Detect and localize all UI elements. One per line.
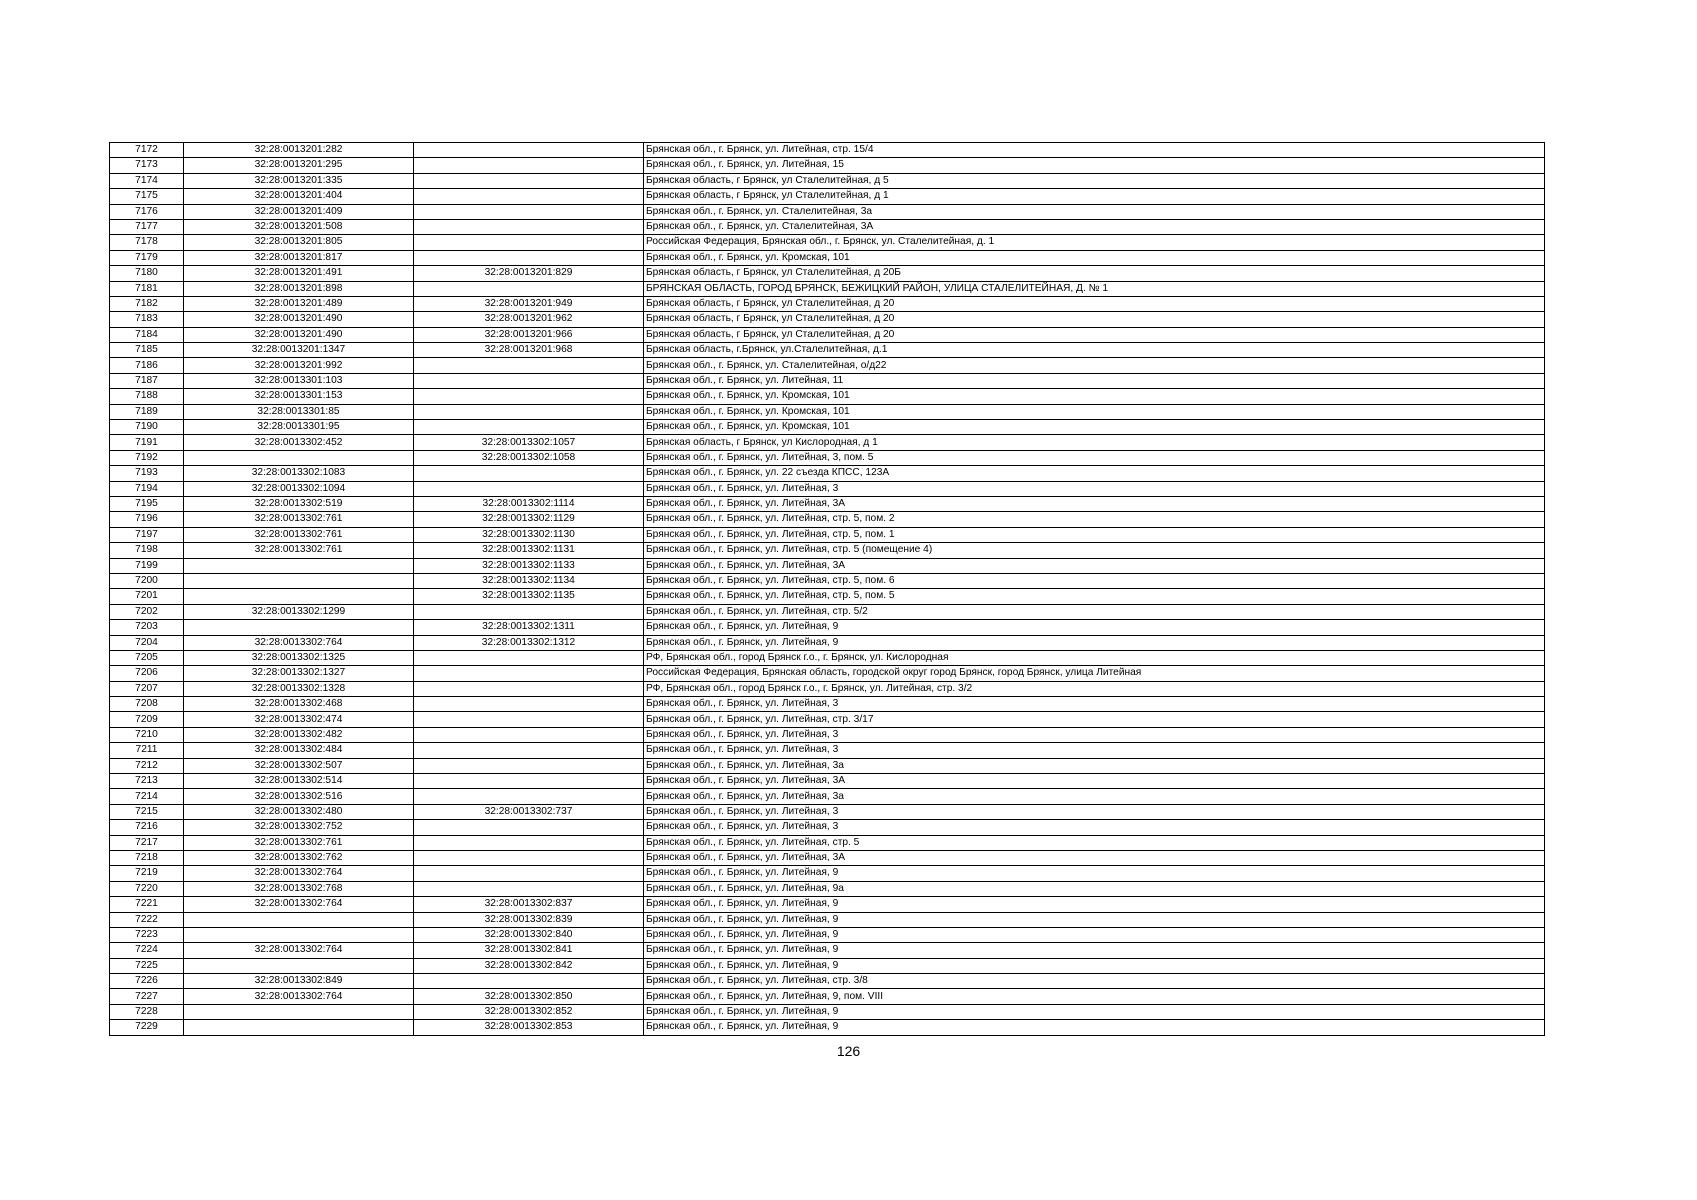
row-number-cell: 7209 <box>110 712 184 727</box>
address-cell: Брянская обл., г. Брянск, ул. Литейная, стр. 3/17 <box>644 712 1545 727</box>
object-cadastral-number-cell <box>414 789 644 804</box>
object-cadastral-number-cell <box>414 743 644 758</box>
object-cadastral-number-cell <box>414 758 644 773</box>
object-cadastral-number-cell <box>414 974 644 989</box>
object-cadastral-number-cell <box>414 250 644 265</box>
row-number-cell: 7189 <box>110 404 184 419</box>
table-row <box>110 774 1545 789</box>
table-row <box>110 635 1545 650</box>
cadastral-number-cell <box>184 1020 414 1035</box>
object-cadastral-number-cell: 32:28:0013302:850 <box>414 989 644 1004</box>
cadastral-number-cell: 32:28:0013302:1327 <box>184 666 414 681</box>
row-number-cell: 7225 <box>110 958 184 973</box>
cadastral-number-cell: 32:28:0013302:507 <box>184 758 414 773</box>
table-row <box>110 527 1545 542</box>
table-row <box>110 989 1545 1004</box>
address-cell: Брянская обл., г. Брянск, ул. Литейная, стр. 5, пом. 6 <box>644 573 1545 588</box>
table-row <box>110 850 1545 865</box>
object-cadastral-number-cell: 32:28:0013302:1311 <box>414 620 644 635</box>
address-cell: Брянская обл., г. Брянск, ул. Кромская, 101 <box>644 250 1545 265</box>
row-number-cell: 7227 <box>110 989 184 1004</box>
object-cadastral-number-cell <box>414 189 644 204</box>
row-number-cell: 7220 <box>110 881 184 896</box>
object-cadastral-number-cell <box>414 835 644 850</box>
row-number-cell: 7200 <box>110 573 184 588</box>
row-number-cell: 7212 <box>110 758 184 773</box>
object-cadastral-number-cell <box>414 666 644 681</box>
cadastral-number-cell: 32:28:0013302:764 <box>184 897 414 912</box>
table-row <box>110 820 1545 835</box>
object-cadastral-number-cell <box>414 235 644 250</box>
object-cadastral-number-cell: 32:28:0013302:1058 <box>414 450 644 465</box>
row-number-cell: 7207 <box>110 681 184 696</box>
table-row <box>110 558 1545 573</box>
row-number-cell: 7210 <box>110 727 184 742</box>
cadastral-number-cell: 32:28:0013302:482 <box>184 727 414 742</box>
object-cadastral-number-cell <box>414 604 644 619</box>
cadastral-number-cell: 32:28:0013302:761 <box>184 543 414 558</box>
cadastral-number-cell <box>184 912 414 927</box>
cadastral-number-cell <box>184 1004 414 1019</box>
address-cell: Брянская обл., г. Брянск, ул. Литейная, 9 <box>644 866 1545 881</box>
object-cadastral-number-cell <box>414 481 644 496</box>
address-cell: Брянская обл., г. Брянск, ул. Литейная, 11 <box>644 373 1545 388</box>
object-cadastral-number-cell: 32:28:0013302:837 <box>414 897 644 912</box>
row-number-cell: 7186 <box>110 358 184 373</box>
object-cadastral-number-cell: 32:28:0013302:1134 <box>414 573 644 588</box>
row-number-cell: 7222 <box>110 912 184 927</box>
object-cadastral-number-cell: 32:28:0013302:839 <box>414 912 644 927</box>
table-row <box>110 235 1545 250</box>
table-row <box>110 897 1545 912</box>
address-cell: Брянская обл., г. Брянск, ул. 22 съезда КПСС, 123А <box>644 466 1545 481</box>
table-row <box>110 974 1545 989</box>
table-row <box>110 296 1545 311</box>
table-row <box>110 866 1545 881</box>
address-cell: Брянская область, г.Брянск, ул.Сталелитейная, д.1 <box>644 343 1545 358</box>
table-row <box>110 1004 1545 1019</box>
address-cell: Брянская обл., г. Брянск, ул. Литейная, 3 <box>644 743 1545 758</box>
object-cadastral-number-cell: 32:28:0013201:829 <box>414 266 644 281</box>
row-number-cell: 7204 <box>110 635 184 650</box>
object-cadastral-number-cell: 32:28:0013302:1130 <box>414 527 644 542</box>
table-row <box>110 712 1545 727</box>
cadastral-number-cell: 32:28:0013301:95 <box>184 420 414 435</box>
row-number-cell: 7214 <box>110 789 184 804</box>
cadastral-number-cell: 32:28:0013302:1325 <box>184 650 414 665</box>
row-number-cell: 7173 <box>110 158 184 173</box>
table-row <box>110 496 1545 511</box>
table-row <box>110 958 1545 973</box>
table-row <box>110 512 1545 527</box>
address-cell: Брянская область, г Брянск, ул Сталелитейная, д 20 <box>644 312 1545 327</box>
object-cadastral-number-cell: 32:28:0013201:962 <box>414 312 644 327</box>
cadastral-number-cell: 32:28:0013302:764 <box>184 866 414 881</box>
address-cell: Брянская обл., г. Брянск, ул. Литейная, 3а <box>644 758 1545 773</box>
row-number-cell: 7202 <box>110 604 184 619</box>
object-cadastral-number-cell <box>414 866 644 881</box>
table-row <box>110 604 1545 619</box>
cadastral-number-cell: 32:28:0013302:452 <box>184 435 414 450</box>
address-cell: Брянская область, г Брянск, ул Сталелитейная, д 20 <box>644 296 1545 311</box>
row-number-cell: 7215 <box>110 804 184 819</box>
object-cadastral-number-cell <box>414 697 644 712</box>
table-row <box>110 389 1545 404</box>
row-number-cell: 7226 <box>110 974 184 989</box>
row-number-cell: 7187 <box>110 373 184 388</box>
row-number-cell: 7217 <box>110 835 184 850</box>
object-cadastral-number-cell: 32:28:0013201:966 <box>414 327 644 342</box>
address-cell: Брянская обл., г. Брянск, ул. Сталелитейная, 3А <box>644 219 1545 234</box>
row-number-cell: 7185 <box>110 343 184 358</box>
table-row <box>110 943 1545 958</box>
object-cadastral-number-cell <box>414 358 644 373</box>
cadastral-number-cell: 32:28:0013201:508 <box>184 219 414 234</box>
row-number-cell: 7182 <box>110 296 184 311</box>
object-cadastral-number-cell <box>414 204 644 219</box>
cadastral-number-cell <box>184 958 414 973</box>
row-number-cell: 7203 <box>110 620 184 635</box>
table-row <box>110 650 1545 665</box>
table-row <box>110 804 1545 819</box>
object-cadastral-number-cell: 32:28:0013302:852 <box>414 1004 644 1019</box>
object-cadastral-number-cell <box>414 850 644 865</box>
cadastral-number-cell: 32:28:0013302:484 <box>184 743 414 758</box>
cadastral-number-cell: 32:28:0013201:898 <box>184 281 414 296</box>
object-cadastral-number-cell: 32:28:0013201:949 <box>414 296 644 311</box>
table-row <box>110 697 1545 712</box>
cadastral-number-cell: 32:28:0013302:762 <box>184 850 414 865</box>
address-cell: Брянская обл., г. Брянск, ул. Литейная, стр. 5, пом. 5 <box>644 589 1545 604</box>
object-cadastral-number-cell: 32:28:0013302:1114 <box>414 496 644 511</box>
cadastral-number-cell: 32:28:0013302:1083 <box>184 466 414 481</box>
cadastral-number-cell: 32:28:0013302:1299 <box>184 604 414 619</box>
table-row <box>110 312 1545 327</box>
address-cell: Брянская обл., г. Брянск, ул. Литейная, стр. 3/8 <box>644 974 1545 989</box>
table-row <box>110 1020 1545 1035</box>
table-row <box>110 450 1545 465</box>
address-cell: Брянская область, г Брянск, ул Сталелитейная, д 20Б <box>644 266 1545 281</box>
table-row <box>110 589 1545 604</box>
object-cadastral-number-cell: 32:28:0013201:968 <box>414 343 644 358</box>
cadastral-number-cell <box>184 589 414 604</box>
object-cadastral-number-cell: 32:28:0013302:737 <box>414 804 644 819</box>
row-number-cell: 7193 <box>110 466 184 481</box>
cadastral-number-cell: 32:28:0013201:992 <box>184 358 414 373</box>
address-cell: Брянская область, г Брянск, ул Кислородная, д 1 <box>644 435 1545 450</box>
address-cell: Брянская обл., г. Брянск, ул. Литейная, 9 <box>644 958 1545 973</box>
registry-table <box>109 142 1545 1036</box>
row-number-cell: 7199 <box>110 558 184 573</box>
cadastral-number-cell: 32:28:0013302:768 <box>184 881 414 896</box>
page-number: 126 <box>836 1043 861 1059</box>
row-number-cell: 7229 <box>110 1020 184 1035</box>
row-number-cell: 7196 <box>110 512 184 527</box>
table-row <box>110 158 1545 173</box>
address-cell: Брянская обл., г. Брянск, ул. Литейная, 3, пом. 5 <box>644 450 1545 465</box>
address-cell: Брянская обл., г. Брянск, ул. Литейная, 3А <box>644 558 1545 573</box>
cadastral-number-cell: 32:28:0013201:404 <box>184 189 414 204</box>
address-cell: БРЯНСКАЯ ОБЛАСТЬ, ГОРОД БРЯНСК, БЕЖИЦКИЙ РАЙОН, УЛИЦА СТАЛЕЛИТЕЙНАЯ, Д. № 1 <box>644 281 1545 296</box>
cadastral-number-cell: 32:28:0013302:764 <box>184 989 414 1004</box>
address-cell: Брянская обл., г. Брянск, ул. Кромская, 101 <box>644 404 1545 419</box>
table-row <box>110 435 1545 450</box>
row-number-cell: 7172 <box>110 143 184 158</box>
cadastral-number-cell: 32:28:0013302:752 <box>184 820 414 835</box>
table-row <box>110 204 1545 219</box>
cadastral-number-cell: 32:28:0013302:468 <box>184 697 414 712</box>
cadastral-number-cell: 32:28:0013301:103 <box>184 373 414 388</box>
row-number-cell: 7177 <box>110 219 184 234</box>
table-row <box>110 666 1545 681</box>
row-number-cell: 7198 <box>110 543 184 558</box>
cadastral-number-cell: 32:28:0013201:491 <box>184 266 414 281</box>
row-number-cell: 7179 <box>110 250 184 265</box>
object-cadastral-number-cell: 32:28:0013302:1312 <box>414 635 644 650</box>
object-cadastral-number-cell <box>414 173 644 188</box>
row-number-cell: 7206 <box>110 666 184 681</box>
address-cell: Брянская область, г Брянск, ул Сталелитейная, д 20 <box>644 327 1545 342</box>
row-number-cell: 7213 <box>110 774 184 789</box>
row-number-cell: 7221 <box>110 897 184 912</box>
row-number-cell: 7223 <box>110 927 184 942</box>
table-row <box>110 219 1545 234</box>
table-row <box>110 573 1545 588</box>
object-cadastral-number-cell: 32:28:0013302:1133 <box>414 558 644 573</box>
row-number-cell: 7219 <box>110 866 184 881</box>
cadastral-number-cell: 32:28:0013201:489 <box>184 296 414 311</box>
object-cadastral-number-cell: 32:28:0013302:1129 <box>414 512 644 527</box>
table-row <box>110 327 1545 342</box>
address-cell: Брянская обл., г. Брянск, ул. Литейная, 3 <box>644 804 1545 819</box>
address-cell: РФ, Брянская обл., город Брянск г.о., г. Брянск, ул. Кислородная <box>644 650 1545 665</box>
cadastral-number-cell: 32:28:0013201:295 <box>184 158 414 173</box>
object-cadastral-number-cell: 32:28:0013302:1057 <box>414 435 644 450</box>
object-cadastral-number-cell <box>414 389 644 404</box>
table-row <box>110 620 1545 635</box>
table-row <box>110 266 1545 281</box>
address-cell: Брянская обл., г. Брянск, ул. Литейная, 3А <box>644 774 1545 789</box>
address-cell: Брянская обл., г. Брянск, ул. Литейная, стр. 5, пом. 2 <box>644 512 1545 527</box>
cadastral-number-cell: 32:28:0013302:761 <box>184 527 414 542</box>
object-cadastral-number-cell: 32:28:0013302:1131 <box>414 543 644 558</box>
address-cell: Брянская обл., г. Брянск, ул. Литейная, стр. 5 (помещение 4) <box>644 543 1545 558</box>
table-row <box>110 173 1545 188</box>
table-row <box>110 481 1545 496</box>
address-cell: Брянская обл., г. Брянск, ул. Кромская, 101 <box>644 420 1545 435</box>
registry-table-body <box>110 143 1545 1036</box>
address-cell: Брянская область, г Брянск, ул Сталелитейная, д 1 <box>644 189 1545 204</box>
row-number-cell: 7208 <box>110 697 184 712</box>
row-number-cell: 7218 <box>110 850 184 865</box>
object-cadastral-number-cell: 32:28:0013302:841 <box>414 943 644 958</box>
object-cadastral-number-cell: 32:28:0013302:1135 <box>414 589 644 604</box>
address-cell: Брянская обл., г. Брянск, ул. Литейная, стр. 5/2 <box>644 604 1545 619</box>
cadastral-number-cell: 32:28:0013302:1328 <box>184 681 414 696</box>
table-row <box>110 281 1545 296</box>
object-cadastral-number-cell <box>414 158 644 173</box>
object-cadastral-number-cell: 32:28:0013302:840 <box>414 927 644 942</box>
cadastral-number-cell <box>184 927 414 942</box>
object-cadastral-number-cell <box>414 727 644 742</box>
cadastral-number-cell <box>184 450 414 465</box>
table-row <box>110 358 1545 373</box>
cadastral-number-cell <box>184 573 414 588</box>
cadastral-number-cell: 32:28:0013301:153 <box>184 389 414 404</box>
object-cadastral-number-cell <box>414 373 644 388</box>
row-number-cell: 7192 <box>110 450 184 465</box>
object-cadastral-number-cell <box>414 466 644 481</box>
address-cell: Брянская обл., г. Брянск, ул. Литейная, стр. 5, пом. 1 <box>644 527 1545 542</box>
address-cell: РФ, Брянская обл., город Брянск г.о., г. Брянск, ул. Литейная, стр. 3/2 <box>644 681 1545 696</box>
table-row <box>110 189 1545 204</box>
object-cadastral-number-cell <box>414 219 644 234</box>
address-cell: Брянская обл., г. Брянск, ул. Литейная, 15 <box>644 158 1545 173</box>
cadastral-number-cell: 32:28:0013302:519 <box>184 496 414 511</box>
cadastral-number-cell: 32:28:0013201:817 <box>184 250 414 265</box>
address-cell: Российская Федерация, Брянская обл., г. Брянск, ул. Сталелитейная, д. 1 <box>644 235 1545 250</box>
object-cadastral-number-cell <box>414 712 644 727</box>
table-row <box>110 927 1545 942</box>
address-cell: Брянская область, г Брянск, ул Сталелитейная, д 5 <box>644 173 1545 188</box>
cadastral-number-cell: 32:28:0013201:805 <box>184 235 414 250</box>
cadastral-number-cell: 32:28:0013201:409 <box>184 204 414 219</box>
cadastral-number-cell: 32:28:0013201:1347 <box>184 343 414 358</box>
cadastral-number-cell: 32:28:0013302:761 <box>184 512 414 527</box>
address-cell: Российская Федерация, Брянская область, городской округ город Брянск, город Брянск, улица Литейная <box>644 666 1545 681</box>
table-row <box>110 743 1545 758</box>
cadastral-number-cell: 32:28:0013302:761 <box>184 835 414 850</box>
address-cell: Брянская обл., г. Брянск, ул. Кромская, 101 <box>644 389 1545 404</box>
table-row <box>110 758 1545 773</box>
table-row <box>110 466 1545 481</box>
address-cell: Брянская обл., г. Брянск, ул. Сталелитейная, 3а <box>644 204 1545 219</box>
cadastral-number-cell: 32:28:0013201:490 <box>184 327 414 342</box>
object-cadastral-number-cell: 32:28:0013302:853 <box>414 1020 644 1035</box>
cadastral-number-cell: 32:28:0013302:516 <box>184 789 414 804</box>
cadastral-number-cell: 32:28:0013201:282 <box>184 143 414 158</box>
row-number-cell: 7180 <box>110 266 184 281</box>
row-number-cell: 7205 <box>110 650 184 665</box>
cadastral-number-cell: 32:28:0013302:1094 <box>184 481 414 496</box>
cadastral-number-cell: 32:28:0013302:764 <box>184 943 414 958</box>
address-cell: Брянская обл., г. Брянск, ул. Литейная, 3 <box>644 697 1545 712</box>
address-cell: Брянская обл., г. Брянск, ул. Литейная, 3 <box>644 820 1545 835</box>
address-cell: Брянская обл., г. Брянск, ул. Литейная, 9 <box>644 1020 1545 1035</box>
row-number-cell: 7201 <box>110 589 184 604</box>
row-number-cell: 7216 <box>110 820 184 835</box>
row-number-cell: 7183 <box>110 312 184 327</box>
table-row <box>110 143 1545 158</box>
address-cell: Брянская обл., г. Брянск, ул. Литейная, 9 <box>644 897 1545 912</box>
object-cadastral-number-cell <box>414 881 644 896</box>
cadastral-number-cell: 32:28:0013302:480 <box>184 804 414 819</box>
address-cell: Брянская обл., г. Брянск, ул. Литейная, 3 <box>644 481 1545 496</box>
object-cadastral-number-cell <box>414 820 644 835</box>
cadastral-number-cell: 32:28:0013302:474 <box>184 712 414 727</box>
table-row <box>110 420 1545 435</box>
object-cadastral-number-cell: 32:28:0013302:842 <box>414 958 644 973</box>
row-number-cell: 7178 <box>110 235 184 250</box>
table-row <box>110 343 1545 358</box>
row-number-cell: 7181 <box>110 281 184 296</box>
table-row <box>110 681 1545 696</box>
cadastral-number-cell <box>184 558 414 573</box>
table-row <box>110 727 1545 742</box>
cadastral-number-cell: 32:28:0013301:85 <box>184 404 414 419</box>
address-cell: Брянская обл., г. Брянск, ул. Литейная, стр. 5 <box>644 835 1545 850</box>
table-row <box>110 912 1545 927</box>
table-row <box>110 881 1545 896</box>
table-row <box>110 789 1545 804</box>
object-cadastral-number-cell <box>414 404 644 419</box>
address-cell: Брянская обл., г. Брянск, ул. Литейная, 9 <box>644 1004 1545 1019</box>
table-row <box>110 835 1545 850</box>
row-number-cell: 7195 <box>110 496 184 511</box>
row-number-cell: 7174 <box>110 173 184 188</box>
table-row <box>110 373 1545 388</box>
table-row <box>110 250 1545 265</box>
row-number-cell: 7184 <box>110 327 184 342</box>
address-cell: Брянская обл., г. Брянск, ул. Литейная, 9 <box>644 943 1545 958</box>
row-number-cell: 7228 <box>110 1004 184 1019</box>
address-cell: Брянская обл., г. Брянск, ул. Литейная, 9 <box>644 927 1545 942</box>
row-number-cell: 7191 <box>110 435 184 450</box>
table-row <box>110 543 1545 558</box>
cadastral-number-cell <box>184 620 414 635</box>
object-cadastral-number-cell <box>414 681 644 696</box>
row-number-cell: 7224 <box>110 943 184 958</box>
address-cell: Брянская обл., г. Брянск, ул. Литейная, 3а <box>644 789 1545 804</box>
row-number-cell: 7190 <box>110 420 184 435</box>
cadastral-number-cell: 32:28:0013201:335 <box>184 173 414 188</box>
row-number-cell: 7176 <box>110 204 184 219</box>
address-cell: Брянская обл., г. Брянск, ул. Литейная, 9 <box>644 912 1545 927</box>
address-cell: Брянская обл., г. Брянск, ул. Литейная, 3А <box>644 496 1545 511</box>
row-number-cell: 7188 <box>110 389 184 404</box>
address-cell: Брянская обл., г. Брянск, ул. Литейная, 9а <box>644 881 1545 896</box>
cadastral-number-cell: 32:28:0013201:490 <box>184 312 414 327</box>
address-cell: Брянская обл., г. Брянск, ул. Литейная, 3 <box>644 727 1545 742</box>
object-cadastral-number-cell <box>414 281 644 296</box>
address-cell: Брянская обл., г. Брянск, ул. Литейная, 3А <box>644 850 1545 865</box>
row-number-cell: 7197 <box>110 527 184 542</box>
cadastral-number-cell: 32:28:0013302:849 <box>184 974 414 989</box>
cadastral-number-cell: 32:28:0013302:764 <box>184 635 414 650</box>
address-cell: Брянская обл., г. Брянск, ул. Литейная, стр. 15/4 <box>644 143 1545 158</box>
row-number-cell: 7175 <box>110 189 184 204</box>
address-cell: Брянская обл., г. Брянск, ул. Литейная, 9 <box>644 620 1545 635</box>
object-cadastral-number-cell <box>414 420 644 435</box>
address-cell: Брянская обл., г. Брянск, ул. Литейная, 9 <box>644 635 1545 650</box>
address-cell: Брянская обл., г. Брянск, ул. Сталелитейная, о/д22 <box>644 358 1545 373</box>
row-number-cell: 7211 <box>110 743 184 758</box>
object-cadastral-number-cell <box>414 143 644 158</box>
table-row <box>110 404 1545 419</box>
object-cadastral-number-cell <box>414 774 644 789</box>
row-number-cell: 7194 <box>110 481 184 496</box>
address-cell: Брянская обл., г. Брянск, ул. Литейная, 9, пом. VIII <box>644 989 1545 1004</box>
object-cadastral-number-cell <box>414 650 644 665</box>
cadastral-number-cell: 32:28:0013302:514 <box>184 774 414 789</box>
